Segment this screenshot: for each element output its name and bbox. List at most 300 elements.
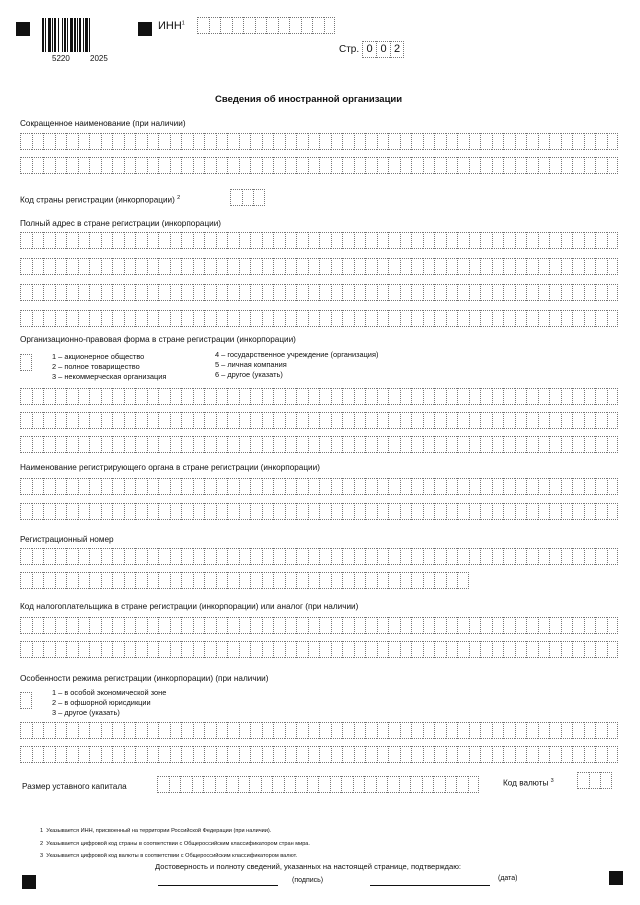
input-cell[interactable] xyxy=(55,388,67,405)
registering-body-row-2[interactable] xyxy=(20,503,618,520)
input-cell[interactable] xyxy=(239,722,251,739)
input-cell[interactable] xyxy=(538,436,550,453)
input-cell[interactable] xyxy=(55,133,67,150)
input-cell[interactable] xyxy=(43,548,55,565)
input-cell[interactable] xyxy=(66,572,78,589)
input-cell[interactable] xyxy=(78,722,90,739)
input-cell[interactable] xyxy=(262,641,274,658)
input-cell[interactable] xyxy=(400,388,412,405)
input-cell[interactable] xyxy=(446,722,458,739)
input-cell[interactable] xyxy=(78,388,90,405)
input-cell[interactable] xyxy=(216,503,228,520)
input-cell[interactable] xyxy=(584,133,596,150)
input-cell[interactable] xyxy=(89,436,101,453)
input-cell[interactable] xyxy=(193,133,205,150)
input-cell[interactable] xyxy=(250,157,262,174)
input-cell[interactable] xyxy=(193,284,205,301)
input-cell[interactable] xyxy=(377,133,389,150)
input-cell[interactable] xyxy=(503,284,515,301)
input-cell[interactable] xyxy=(342,436,354,453)
input-cell[interactable] xyxy=(112,572,124,589)
input-cell[interactable] xyxy=(101,284,113,301)
input-cell[interactable] xyxy=(457,722,469,739)
input-cell[interactable] xyxy=(400,436,412,453)
input-cell[interactable] xyxy=(32,258,44,275)
regime-code-box[interactable] xyxy=(20,692,32,709)
input-cell[interactable] xyxy=(331,572,343,589)
input-cell[interactable] xyxy=(549,436,561,453)
country-code-field[interactable] xyxy=(230,189,265,206)
input-cell[interactable] xyxy=(66,284,78,301)
input-cell[interactable] xyxy=(538,746,550,763)
input-cell[interactable] xyxy=(101,258,113,275)
input-cell[interactable] xyxy=(538,388,550,405)
input-cell[interactable] xyxy=(446,548,458,565)
input-cell[interactable] xyxy=(549,746,561,763)
input-cell[interactable] xyxy=(331,388,343,405)
short-name-row-1[interactable] xyxy=(20,133,618,150)
input-cell[interactable] xyxy=(342,503,354,520)
input-cell[interactable] xyxy=(32,722,44,739)
input-cell[interactable] xyxy=(204,641,216,658)
input-cell[interactable] xyxy=(204,746,216,763)
input-cell[interactable] xyxy=(607,157,619,174)
input-cell[interactable] xyxy=(239,746,251,763)
input-cell[interactable] xyxy=(78,548,90,565)
input-cell[interactable] xyxy=(388,133,400,150)
input-cell[interactable] xyxy=(411,232,423,249)
input-cell[interactable] xyxy=(250,133,262,150)
input-cell[interactable] xyxy=(503,641,515,658)
input-cell[interactable] xyxy=(216,412,228,429)
input-cell[interactable] xyxy=(308,503,320,520)
input-cell[interactable] xyxy=(388,436,400,453)
input-cell[interactable] xyxy=(204,388,216,405)
input-cell[interactable] xyxy=(192,776,204,793)
input-cell[interactable] xyxy=(308,617,320,634)
input-cell[interactable] xyxy=(135,412,147,429)
input-cell[interactable] xyxy=(365,388,377,405)
input-cell[interactable] xyxy=(239,133,251,150)
input-cell[interactable] xyxy=(181,746,193,763)
input-cell[interactable] xyxy=(423,572,435,589)
input-cell[interactable] xyxy=(89,412,101,429)
input-cell[interactable] xyxy=(124,617,136,634)
input-cell[interactable] xyxy=(181,310,193,327)
input-cell[interactable] xyxy=(227,617,239,634)
input-cell[interactable] xyxy=(285,641,297,658)
input-cell[interactable] xyxy=(308,388,320,405)
input-cell[interactable] xyxy=(400,572,412,589)
input-cell[interactable] xyxy=(147,641,159,658)
input-cell[interactable] xyxy=(480,133,492,150)
input-cell[interactable] xyxy=(503,722,515,739)
input-cell[interactable] xyxy=(377,548,389,565)
input-cell[interactable] xyxy=(158,388,170,405)
input-cell[interactable] xyxy=(66,388,78,405)
input-cell[interactable] xyxy=(388,503,400,520)
input-cell[interactable] xyxy=(377,617,389,634)
input-cell[interactable] xyxy=(354,617,366,634)
input-cell[interactable] xyxy=(158,572,170,589)
input-cell[interactable] xyxy=(457,157,469,174)
input-cell[interactable] xyxy=(101,746,113,763)
input-cell[interactable] xyxy=(354,746,366,763)
input-cell[interactable] xyxy=(457,310,469,327)
input-cell[interactable] xyxy=(193,436,205,453)
input-cell[interactable] xyxy=(377,412,389,429)
currency-field[interactable] xyxy=(577,772,612,789)
input-cell[interactable] xyxy=(331,617,343,634)
input-cell[interactable] xyxy=(469,548,481,565)
input-cell[interactable] xyxy=(147,572,159,589)
input-cell[interactable] xyxy=(423,133,435,150)
input-cell[interactable] xyxy=(32,157,44,174)
input-cell[interactable] xyxy=(20,746,32,763)
input-cell[interactable] xyxy=(101,503,113,520)
input-cell[interactable] xyxy=(285,310,297,327)
input-cell[interactable] xyxy=(89,478,101,495)
input-cell[interactable] xyxy=(492,478,504,495)
input-cell[interactable] xyxy=(411,388,423,405)
input-cell[interactable] xyxy=(78,133,90,150)
input-cell[interactable] xyxy=(446,572,458,589)
input-cell[interactable] xyxy=(469,478,481,495)
input-cell[interactable] xyxy=(181,572,193,589)
input-cell[interactable] xyxy=(400,641,412,658)
input-cell[interactable] xyxy=(66,746,78,763)
input-cell[interactable] xyxy=(354,157,366,174)
input-cell[interactable] xyxy=(365,503,377,520)
input-cell[interactable] xyxy=(273,133,285,150)
input-cell[interactable] xyxy=(354,412,366,429)
input-cell[interactable] xyxy=(204,503,216,520)
input-cell[interactable] xyxy=(319,412,331,429)
input-cell[interactable] xyxy=(250,722,262,739)
input-cell[interactable] xyxy=(112,548,124,565)
input-cell[interactable] xyxy=(135,617,147,634)
input-cell[interactable] xyxy=(319,258,331,275)
input-cell[interactable] xyxy=(423,617,435,634)
input-cell[interactable] xyxy=(308,232,320,249)
input-cell[interactable] xyxy=(331,258,343,275)
input-cell[interactable] xyxy=(78,412,90,429)
input-cell[interactable] xyxy=(538,503,550,520)
input-cell[interactable] xyxy=(135,284,147,301)
input-cell[interactable] xyxy=(55,617,67,634)
input-cell[interactable] xyxy=(446,617,458,634)
input-cell[interactable] xyxy=(434,232,446,249)
input-cell[interactable] xyxy=(365,436,377,453)
input-cell[interactable] xyxy=(112,412,124,429)
input-cell[interactable] xyxy=(239,503,251,520)
input-cell[interactable] xyxy=(20,133,32,150)
input-cell[interactable] xyxy=(411,641,423,658)
input-cell[interactable] xyxy=(376,776,388,793)
input-cell[interactable] xyxy=(250,258,262,275)
input-cell[interactable] xyxy=(193,388,205,405)
input-cell[interactable] xyxy=(312,17,324,34)
input-cell[interactable] xyxy=(492,722,504,739)
input-cell[interactable] xyxy=(377,284,389,301)
input-cell[interactable] xyxy=(446,436,458,453)
input-cell[interactable] xyxy=(32,412,44,429)
input-cell[interactable] xyxy=(101,388,113,405)
input-cell[interactable] xyxy=(308,641,320,658)
input-cell[interactable] xyxy=(388,617,400,634)
input-cell[interactable] xyxy=(112,641,124,658)
input-cell[interactable] xyxy=(32,503,44,520)
input-cell[interactable] xyxy=(456,776,468,793)
input-cell[interactable] xyxy=(204,572,216,589)
input-cell[interactable] xyxy=(445,776,457,793)
input-cell[interactable] xyxy=(423,232,435,249)
input-cell[interactable] xyxy=(43,232,55,249)
input-cell[interactable] xyxy=(469,310,481,327)
input-cell[interactable] xyxy=(584,617,596,634)
input-cell[interactable] xyxy=(43,412,55,429)
input-cell[interactable] xyxy=(446,746,458,763)
input-cell[interactable] xyxy=(296,232,308,249)
input-cell[interactable] xyxy=(480,746,492,763)
input-cell[interactable] xyxy=(170,133,182,150)
input-cell[interactable] xyxy=(538,258,550,275)
input-cell[interactable] xyxy=(193,722,205,739)
input-cell[interactable] xyxy=(285,388,297,405)
input-cell[interactable] xyxy=(112,310,124,327)
input-cell[interactable] xyxy=(158,284,170,301)
input-cell[interactable] xyxy=(572,436,584,453)
input-cell[interactable] xyxy=(135,572,147,589)
input-cell[interactable] xyxy=(480,436,492,453)
input-cell[interactable] xyxy=(595,412,607,429)
input-cell[interactable] xyxy=(342,641,354,658)
input-cell[interactable] xyxy=(262,722,274,739)
input-cell[interactable] xyxy=(331,232,343,249)
input-cell[interactable] xyxy=(434,617,446,634)
input-cell[interactable] xyxy=(278,17,290,34)
input-cell[interactable] xyxy=(239,284,251,301)
input-cell[interactable] xyxy=(607,310,619,327)
input-cell[interactable] xyxy=(227,310,239,327)
input-cell[interactable] xyxy=(43,503,55,520)
input-cell[interactable] xyxy=(170,157,182,174)
input-cell[interactable] xyxy=(181,284,193,301)
input-cell[interactable] xyxy=(342,746,354,763)
legal-form-other-row-1[interactable] xyxy=(20,388,618,405)
input-cell[interactable] xyxy=(584,258,596,275)
input-cell[interactable] xyxy=(170,412,182,429)
input-cell[interactable] xyxy=(469,641,481,658)
input-cell[interactable] xyxy=(89,157,101,174)
input-cell[interactable] xyxy=(595,722,607,739)
input-cell[interactable] xyxy=(434,436,446,453)
input-cell[interactable] xyxy=(193,258,205,275)
input-cell[interactable] xyxy=(319,572,331,589)
input-cell[interactable] xyxy=(239,232,251,249)
input-cell[interactable] xyxy=(492,436,504,453)
input-cell[interactable] xyxy=(66,617,78,634)
input-cell[interactable] xyxy=(112,503,124,520)
input-cell[interactable] xyxy=(181,722,193,739)
input-cell[interactable] xyxy=(296,722,308,739)
input-cell[interactable] xyxy=(503,548,515,565)
input-cell[interactable] xyxy=(469,284,481,301)
reg-number-row-1[interactable] xyxy=(20,548,618,565)
input-cell[interactable] xyxy=(469,388,481,405)
input-cell[interactable] xyxy=(101,548,113,565)
input-cell[interactable] xyxy=(561,412,573,429)
input-cell[interactable] xyxy=(158,641,170,658)
input-cell[interactable] xyxy=(434,284,446,301)
input-cell[interactable] xyxy=(158,232,170,249)
input-cell[interactable] xyxy=(595,232,607,249)
input-cell[interactable] xyxy=(227,284,239,301)
input-cell[interactable] xyxy=(112,746,124,763)
input-cell[interactable] xyxy=(354,641,366,658)
input-cell[interactable] xyxy=(480,722,492,739)
input-cell[interactable] xyxy=(55,478,67,495)
input-cell[interactable] xyxy=(66,258,78,275)
input-cell[interactable] xyxy=(220,17,232,34)
input-cell[interactable] xyxy=(32,284,44,301)
input-cell[interactable] xyxy=(607,232,619,249)
input-cell[interactable] xyxy=(423,436,435,453)
input-cell[interactable] xyxy=(124,722,136,739)
input-cell[interactable] xyxy=(301,17,313,34)
input-cell[interactable] xyxy=(595,617,607,634)
input-cell[interactable] xyxy=(193,548,205,565)
input-cell[interactable] xyxy=(216,436,228,453)
input-cell[interactable] xyxy=(331,284,343,301)
input-cell[interactable] xyxy=(66,548,78,565)
input-cell[interactable] xyxy=(446,310,458,327)
input-cell[interactable] xyxy=(503,746,515,763)
input-cell[interactable] xyxy=(273,436,285,453)
input-cell[interactable] xyxy=(89,310,101,327)
input-cell[interactable] xyxy=(515,436,527,453)
input-cell[interactable] xyxy=(20,232,32,249)
input-cell[interactable] xyxy=(253,189,265,206)
input-cell[interactable] xyxy=(457,503,469,520)
input-cell[interactable] xyxy=(147,548,159,565)
input-cell[interactable] xyxy=(595,310,607,327)
input-cell[interactable] xyxy=(124,503,136,520)
input-cell[interactable] xyxy=(446,412,458,429)
input-cell[interactable] xyxy=(296,388,308,405)
input-cell[interactable] xyxy=(193,572,205,589)
input-cell[interactable] xyxy=(388,258,400,275)
input-cell[interactable] xyxy=(434,572,446,589)
input-cell[interactable] xyxy=(250,412,262,429)
input-cell[interactable] xyxy=(526,258,538,275)
input-cell[interactable] xyxy=(308,548,320,565)
input-cell[interactable] xyxy=(388,157,400,174)
input-cell[interactable] xyxy=(124,572,136,589)
input-cell[interactable] xyxy=(400,746,412,763)
input-cell[interactable] xyxy=(607,133,619,150)
input-cell[interactable] xyxy=(20,436,32,453)
input-cell[interactable] xyxy=(55,503,67,520)
input-cell[interactable] xyxy=(227,258,239,275)
input-cell[interactable] xyxy=(170,572,182,589)
input-cell[interactable] xyxy=(480,258,492,275)
input-cell[interactable] xyxy=(20,548,32,565)
input-cell[interactable] xyxy=(434,503,446,520)
input-cell[interactable] xyxy=(89,133,101,150)
input-cell[interactable] xyxy=(43,722,55,739)
input-cell[interactable] xyxy=(561,548,573,565)
input-cell[interactable] xyxy=(526,436,538,453)
input-cell[interactable] xyxy=(457,572,469,589)
input-cell[interactable] xyxy=(308,412,320,429)
input-cell[interactable] xyxy=(342,133,354,150)
input-cell[interactable] xyxy=(492,157,504,174)
input-cell[interactable] xyxy=(124,746,136,763)
input-cell[interactable] xyxy=(273,617,285,634)
input-cell[interactable] xyxy=(262,478,274,495)
input-cell[interactable] xyxy=(515,412,527,429)
input-cell[interactable] xyxy=(20,157,32,174)
input-cell[interactable] xyxy=(526,284,538,301)
input-cell[interactable] xyxy=(515,157,527,174)
input-cell[interactable] xyxy=(262,746,274,763)
input-cell[interactable] xyxy=(193,641,205,658)
input-cell[interactable] xyxy=(193,157,205,174)
input-cell[interactable] xyxy=(262,548,274,565)
input-cell[interactable] xyxy=(354,133,366,150)
input-cell[interactable] xyxy=(227,232,239,249)
input-cell[interactable] xyxy=(147,388,159,405)
input-cell[interactable] xyxy=(285,258,297,275)
input-cell[interactable] xyxy=(515,722,527,739)
input-cell[interactable] xyxy=(124,388,136,405)
input-cell[interactable] xyxy=(124,258,136,275)
input-cell[interactable] xyxy=(204,436,216,453)
input-cell[interactable] xyxy=(492,746,504,763)
input-cell[interactable] xyxy=(89,232,101,249)
input-cell[interactable] xyxy=(101,310,113,327)
input-cell[interactable] xyxy=(595,503,607,520)
input-cell[interactable] xyxy=(135,548,147,565)
input-cell[interactable] xyxy=(308,258,320,275)
input-cell[interactable] xyxy=(307,776,319,793)
input-cell[interactable] xyxy=(561,436,573,453)
input-cell[interactable] xyxy=(526,232,538,249)
input-cell[interactable] xyxy=(434,478,446,495)
input-cell[interactable] xyxy=(365,284,377,301)
inn-field[interactable] xyxy=(197,17,335,34)
input-cell[interactable] xyxy=(595,388,607,405)
input-cell[interactable] xyxy=(584,284,596,301)
input-cell[interactable] xyxy=(319,548,331,565)
input-cell[interactable] xyxy=(561,133,573,150)
input-cell[interactable] xyxy=(170,617,182,634)
input-cell[interactable] xyxy=(584,232,596,249)
input-cell[interactable] xyxy=(158,478,170,495)
input-cell[interactable] xyxy=(342,548,354,565)
input-cell[interactable] xyxy=(55,232,67,249)
input-cell[interactable] xyxy=(78,436,90,453)
input-cell[interactable] xyxy=(135,722,147,739)
input-cell[interactable] xyxy=(170,436,182,453)
input-cell[interactable] xyxy=(331,310,343,327)
input-cell[interactable] xyxy=(584,503,596,520)
input-cell[interactable] xyxy=(480,412,492,429)
input-cell[interactable] xyxy=(20,310,32,327)
input-cell[interactable] xyxy=(239,572,251,589)
input-cell[interactable] xyxy=(423,478,435,495)
